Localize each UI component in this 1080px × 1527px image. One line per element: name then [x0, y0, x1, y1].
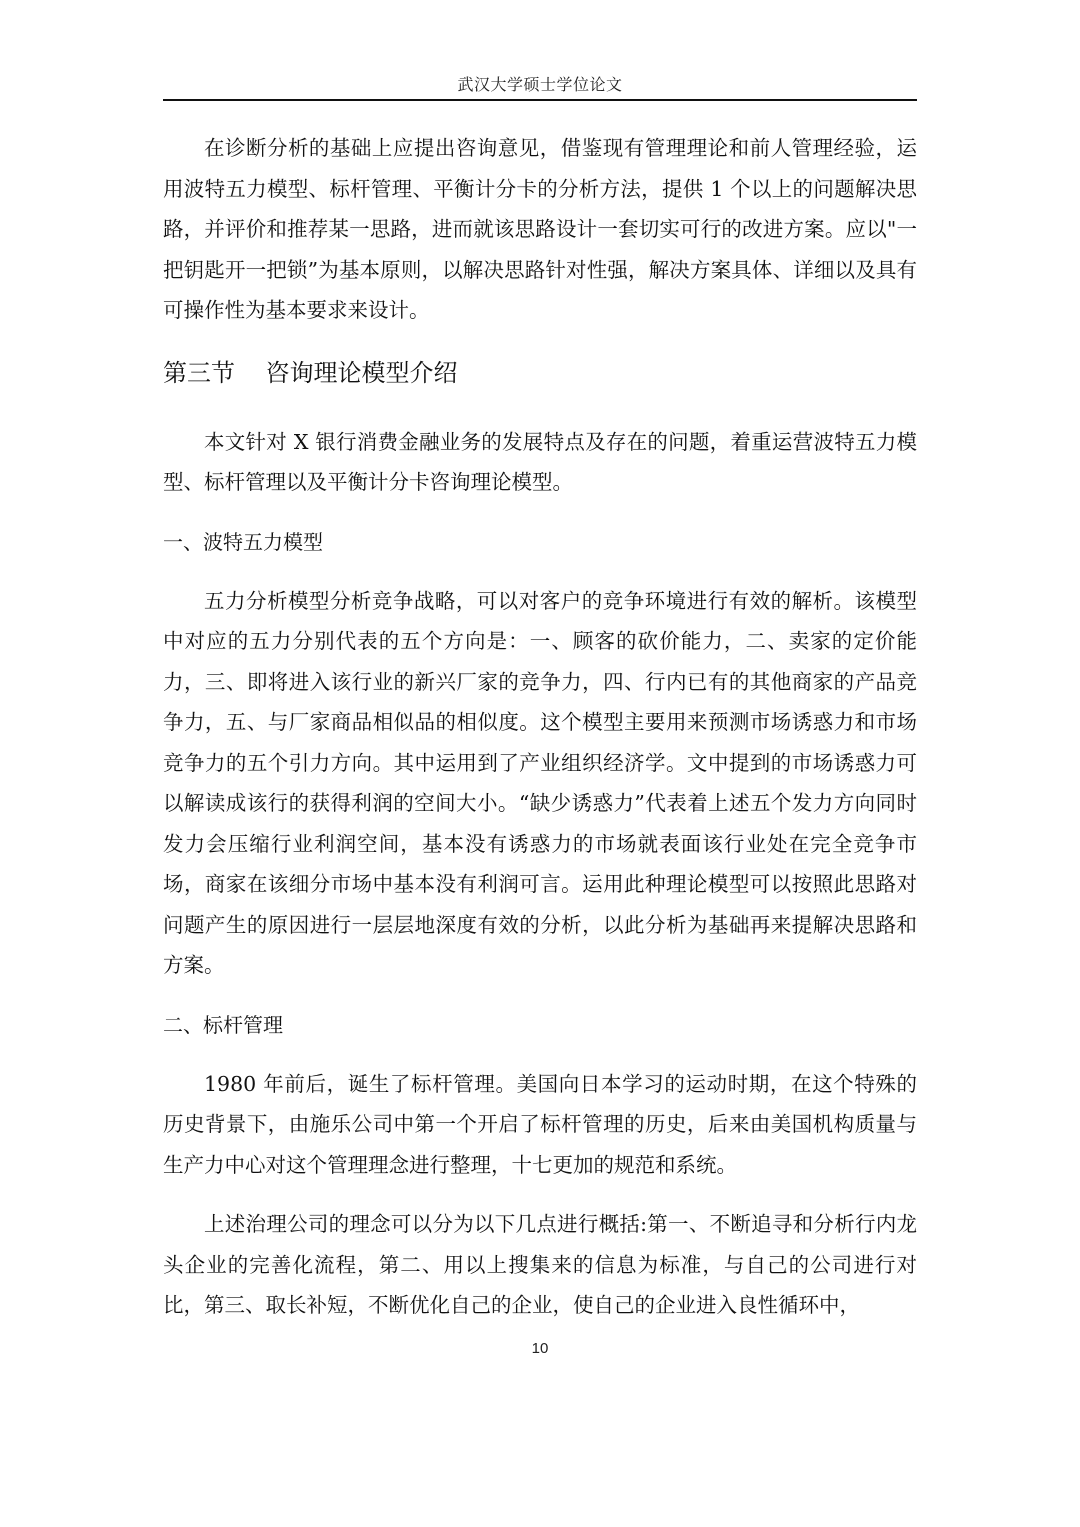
- page-content: [163, 128, 917, 1326]
- paragraph-benchmarking-history: 1980 年前后，诞生了标杆管理。美国向日本学习的运动时期，在这个特殊的历史背景下，由施乐公司中第一个开启了标杆管理的历史，后来由美国机构质量与生产力中心对这个管理理念进行整理，十七更加的规范和系统。: [163, 1071, 917, 1177]
- paragraph-intro: 本文针对 X 银行消费金融业务的发展特点及存在的问题，着重运营波特五力模型、标杆管理以及平衡计分卡咨询理论模型。: [163, 429, 917, 494]
- page-number: 10: [531, 1340, 549, 1357]
- running-header: 武汉大学硕士学位论文: [457, 75, 623, 94]
- header-rule: [163, 99, 917, 101]
- paragraph-benchmarking-summary: 上述治理公司的理念可以分为以下几点进行概括:第一、不断追寻和分析行内龙头企业的完善化流程，第二、用以上搜集来的信息为标准，与自己的公司进行对比，第三、取长补短，不断优化自己的企业，使自己的企业进入良性循环中，: [163, 1212, 917, 1317]
- subsection-title-benchmarking: 二、标杆管理: [163, 1012, 283, 1037]
- section-title: 第三节 咨询理论模型介绍: [163, 358, 458, 387]
- paragraph-consulting-advice: 在诊断分析的基础上应提出咨询意见，借鉴现有管理理论和前人管理经验，运用波特五力模型、标杆管理、平衡计分卡的分析方法，提供 1 个以上的问题解决思路，并评价和推荐某一思路，进而就该思路设计一套切实可行的改进方案。应以"一把钥匙开一把锁”为基本原则，以解决思路针对性强，解决方案具体、详细以及具有可操作性为基本要求来设计。: [163, 136, 917, 322]
- subsection-title-porter: 一、波特五力模型: [163, 529, 323, 554]
- paragraph-porter-five-forces: 五力分析模型分析竞争战略，可以对客户的竞争环境进行有效的解析。该模型中对应的五力分别代表的五个方向是：一、顾客的砍价能力，二、卖家的定价能力，三、即将进入该行业的新兴厂家的竞争力，四、行内已有的其他商家的产品竞争力，五、与厂家商品相似品的相似度。这个模型主要用来预测市场诱惑力和市场竞争力的五个引力方向。其中运用到了产业组织经济学。文中提到的市场诱惑力可以解读成该行的获得利润的空间大小。“缺少诱惑力”代表着上述五个发力方向同时发力会压缩行业利润空间，基本没有诱惑力的市场就表面该行业处在完全竞争市场，商家在该细分市场中基本没有利润可言。运用此种理论模型可以按照此思路对问题产生的原因进行一层层地深度有效的分析，以此分析为基础再来提解决思路和方案。: [163, 588, 917, 977]
